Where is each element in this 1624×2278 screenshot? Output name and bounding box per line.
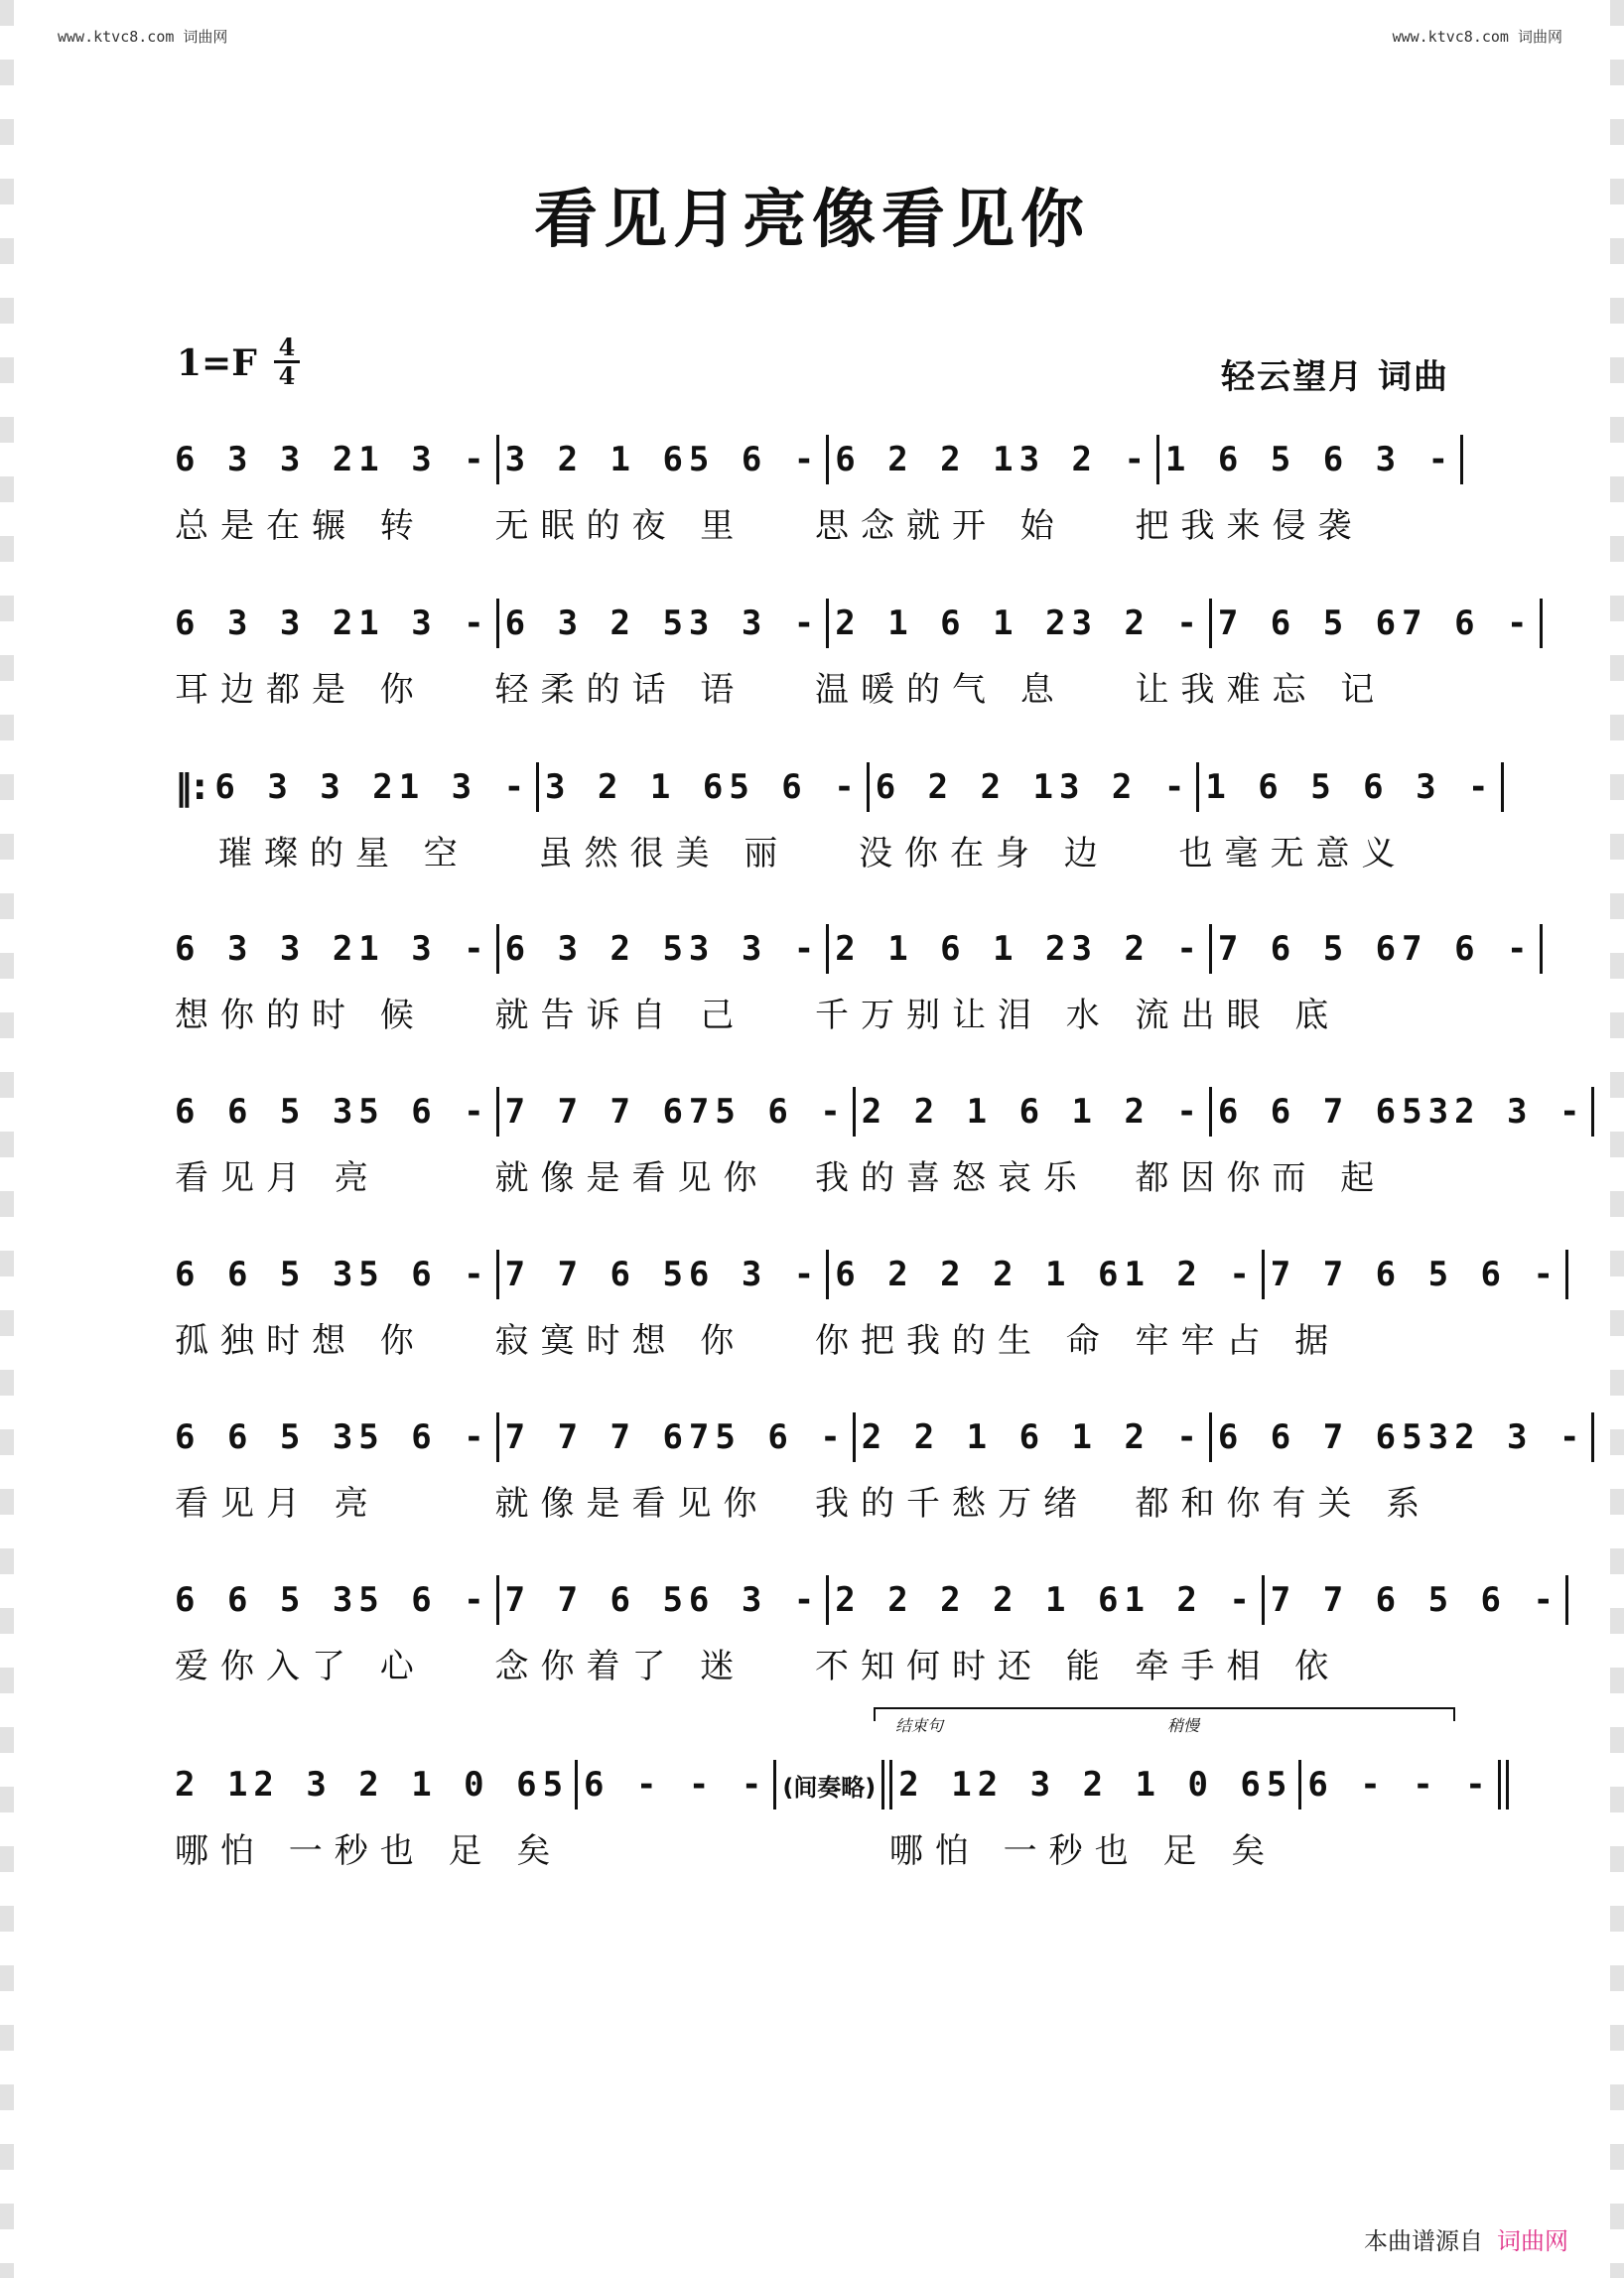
measure: 3 2 1 65 6 -	[545, 767, 861, 807]
lyrics-line	[175, 497, 1455, 547]
lyric: 总是在辗 转	[175, 505, 426, 546]
lyric: 寂寞时想 你	[494, 1320, 746, 1361]
barline	[826, 1250, 829, 1299]
lyrics-line	[175, 987, 1455, 1036]
barline	[1540, 924, 1543, 974]
lyric: 让我难忘 记	[1135, 669, 1387, 710]
lyric: 把我来侵袭	[1135, 505, 1364, 546]
notes-line	[175, 596, 1534, 651]
barline	[575, 1760, 578, 1809]
barline	[826, 924, 829, 974]
measure: 6 - - -	[1307, 1765, 1492, 1805]
lyric: 我的千愁万绪	[815, 1483, 1089, 1524]
final-notes	[175, 1757, 1492, 1812]
ending-label: 结束句	[895, 1716, 944, 1735]
lyric: 都和你有关 系	[1135, 1483, 1432, 1524]
barline	[496, 1412, 499, 1462]
barline	[496, 599, 499, 648]
lyric: 也毫无意义	[1178, 833, 1408, 873]
barline	[1501, 762, 1504, 812]
lyric: 我的喜怒哀乐	[815, 1157, 1089, 1198]
measure: 6 6 5 35 6 -	[175, 1580, 490, 1620]
key-signature: 1=F	[177, 342, 257, 384]
measure: 6 6 7 6532 3 -	[1217, 1417, 1586, 1457]
lyric: 哪怕 一秒也 足 矣	[888, 1830, 1278, 1871]
notes-line	[175, 1572, 1559, 1628]
footer-credit	[1364, 2221, 1568, 2256]
lyric: 虽然很美 丽	[538, 833, 790, 873]
notes-line	[175, 759, 1495, 815]
footer-site-link[interactable]: 词曲网	[1497, 2227, 1568, 2255]
barline	[773, 1760, 776, 1809]
measure: 6 2 2 13 2 -	[875, 767, 1191, 807]
time-signature	[274, 335, 300, 388]
lyric: 就像是看见你	[494, 1157, 769, 1198]
measure: 6 6 7 6532 3 -	[1217, 1092, 1586, 1132]
measure: 1 6 5 6 3 -	[1205, 767, 1495, 807]
barline	[826, 435, 829, 484]
measure: 6 6 5 35 6 -	[175, 1092, 490, 1132]
barline	[1460, 435, 1463, 484]
barline	[1565, 1575, 1568, 1625]
time-signature-bottom: 4	[278, 361, 296, 390]
lyric: 都因你而 起	[1135, 1157, 1387, 1198]
score-row	[175, 596, 1534, 744]
barline	[1262, 1575, 1265, 1625]
measure: 3 2 1 65 6 -	[504, 440, 821, 479]
measure: 6 6 5 35 6 -	[175, 1417, 490, 1457]
measure: 6 3 3 21 3 -	[175, 440, 490, 479]
lyric: 思念就开 始	[815, 505, 1066, 546]
measure: 6 - - -	[584, 1765, 768, 1805]
tempo-label: 稍慢	[1167, 1716, 1200, 1735]
barline	[867, 762, 870, 812]
notes-line	[175, 1084, 1586, 1139]
notes-line	[175, 921, 1534, 977]
lyric: 无眠的夜 里	[494, 505, 746, 546]
barline	[496, 924, 499, 974]
lyrics-line	[175, 661, 1455, 711]
repeat-barline	[881, 1760, 884, 1809]
final-barline	[1498, 1760, 1501, 1809]
lyrics-line	[175, 1638, 1455, 1687]
lyrics-line	[175, 1475, 1455, 1525]
measure: 2 12 3 2 1 0 65	[898, 1765, 1293, 1805]
header-left-watermark: www.ktvc8.com 词曲网	[58, 28, 228, 46]
lyric: 就像是看见你	[494, 1483, 769, 1524]
measure: 6 2 2 13 2 -	[835, 440, 1150, 479]
right-margin-stripe	[1610, 0, 1624, 2278]
barline	[853, 1087, 856, 1137]
barline	[1196, 762, 1199, 812]
lyric: 流出眼 底	[1135, 995, 1341, 1035]
measure: 7 7 6 5 6 -	[1270, 1580, 1559, 1620]
barline	[1298, 1760, 1301, 1809]
score-row	[175, 1247, 1559, 1396]
lyric: 看见月 亮	[175, 1483, 380, 1524]
barline	[1209, 1087, 1212, 1137]
measure: 7 6 5 67 6 -	[1217, 929, 1534, 969]
measure: 6 3 2 53 3 -	[504, 603, 821, 643]
barline	[496, 1087, 499, 1137]
score-row-final	[175, 1716, 1492, 1906]
lyric: 念你着了 迷	[494, 1646, 746, 1686]
notes-line	[175, 432, 1455, 487]
measure: 7 6 5 67 6 -	[1217, 603, 1534, 643]
measure: 6 6 5 35 6 -	[175, 1255, 490, 1294]
measure: 2 12 3 2 1 0 65	[175, 1765, 570, 1805]
lyric: 牢牢占 据	[1135, 1320, 1341, 1361]
barline	[826, 599, 829, 648]
score-row	[175, 921, 1534, 1070]
barline	[1540, 599, 1543, 648]
measure: 7 7 6 56 3 -	[504, 1580, 821, 1620]
left-margin-stripe	[0, 0, 14, 2278]
song-title: 看见月亮像看见你	[534, 183, 1090, 257]
score-row	[175, 759, 1495, 908]
lyric: 你把我的生 命	[815, 1320, 1112, 1361]
notes-line	[175, 1409, 1586, 1465]
lyrics-line	[175, 825, 1499, 874]
lyric: 轻柔的话 语	[494, 669, 746, 710]
score-row	[175, 1084, 1586, 1233]
lyric: 哪怕 一秒也 足 矣	[175, 1830, 563, 1871]
lyric: 爱你入了 心	[175, 1646, 426, 1686]
measure: 1 6 5 6 3 -	[1164, 440, 1455, 479]
score-row	[175, 432, 1455, 581]
footer-source-text: 本曲谱源自	[1364, 2227, 1483, 2255]
barline	[826, 1575, 829, 1625]
barline	[496, 1250, 499, 1299]
lyric: 牵手相 依	[1135, 1646, 1341, 1686]
lyric: 没你在身 边	[859, 833, 1110, 873]
measure: 7 7 6 5 6 -	[1270, 1255, 1559, 1294]
score-row	[175, 1572, 1559, 1721]
lyric: 不知何时还 能	[815, 1646, 1112, 1686]
ending-bracket	[874, 1707, 1455, 1721]
barline	[1156, 435, 1159, 484]
measure: 2 1 6 1 23 2 -	[835, 603, 1203, 643]
measure: 7 7 6 56 3 -	[504, 1255, 821, 1294]
barline	[853, 1412, 856, 1462]
measure: 2 2 2 2 1 61 2 -	[835, 1580, 1256, 1620]
measure: 7 7 7 675 6 -	[504, 1092, 847, 1132]
barline	[1209, 599, 1212, 648]
lyric: 璀璨的星 空	[218, 833, 470, 873]
lyric: 看见月 亮	[175, 1157, 380, 1198]
score-row	[175, 1409, 1586, 1558]
barline	[496, 1575, 499, 1625]
barline	[536, 762, 539, 812]
barline	[1591, 1087, 1594, 1137]
lyric: 孤独时想 你	[175, 1320, 426, 1361]
lyric: 千万别让泪 水	[815, 995, 1112, 1035]
measure: 2 2 1 6 1 2 -	[861, 1092, 1203, 1132]
lyric: 耳边都是 你	[175, 669, 426, 710]
lyric: 温暖的气 息	[815, 669, 1066, 710]
interlude-note: (间奏略)	[782, 1773, 877, 1802]
measure: 6 3 3 21 3 -	[214, 767, 531, 807]
barline	[496, 435, 499, 484]
barline	[1565, 1250, 1568, 1299]
barline	[1262, 1250, 1265, 1299]
repeat-start-sign: ‖:	[175, 766, 207, 808]
barline	[1209, 924, 1212, 974]
lyric: 想你的时 候	[175, 995, 426, 1035]
final-lyrics	[175, 1822, 1455, 1872]
measure: 6 3 2 53 3 -	[504, 929, 821, 969]
barline	[1209, 1412, 1212, 1462]
header-right-watermark: www.ktvc8.com 词曲网	[1392, 28, 1562, 46]
lyric: 就告诉自 己	[494, 995, 746, 1035]
lyricist-composer-credit: 轻云望月 词曲	[1221, 357, 1449, 397]
lyrics-line	[175, 1312, 1455, 1362]
time-signature-top: 4	[278, 333, 296, 361]
measure: 6 3 3 21 3 -	[175, 603, 490, 643]
measure: 6 3 3 21 3 -	[175, 929, 490, 969]
measure: 6 2 2 2 1 61 2 -	[835, 1255, 1256, 1294]
lyrics-line	[175, 1149, 1455, 1199]
measure: 7 7 7 675 6 -	[504, 1417, 847, 1457]
barline	[1591, 1412, 1594, 1462]
measure: 2 1 6 1 23 2 -	[835, 929, 1203, 969]
measure: 2 2 1 6 1 2 -	[861, 1417, 1203, 1457]
notes-line	[175, 1247, 1559, 1302]
